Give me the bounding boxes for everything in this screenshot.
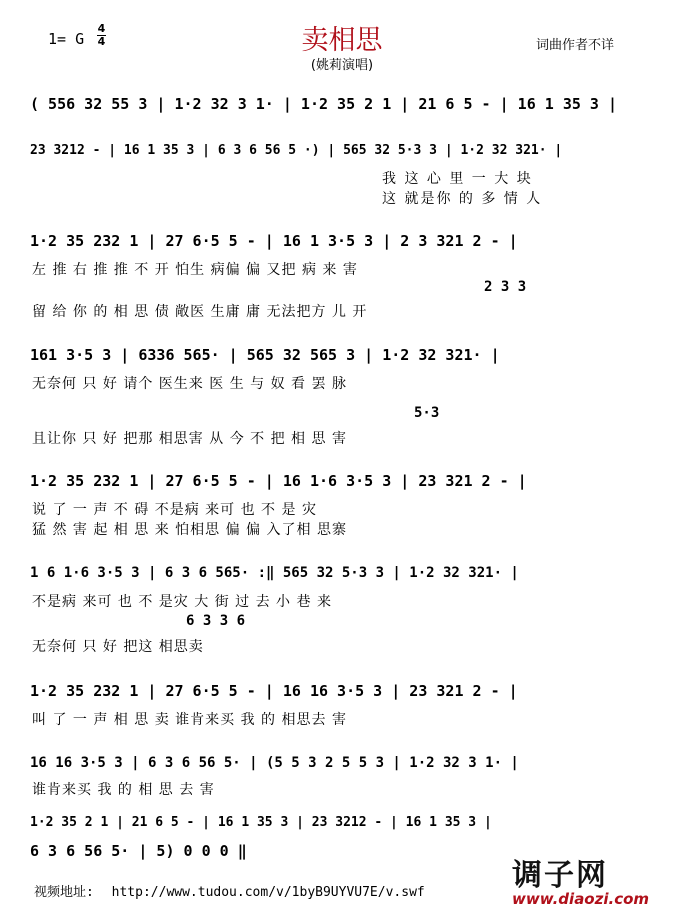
- lyric-line-3b: 留 给 你 的 相 思 债 敞医 生庸 庸 无法把方 儿 开: [32, 304, 368, 320]
- score-line-10: 6 3 6 56 5· | 5) 0 0 0 ‖: [30, 842, 247, 860]
- lyric-line-2a: 我 这 心 里 一 大 块: [382, 171, 533, 187]
- score-line-7: 1·2 35 232 1 | 27 6·5 5 - | 16 16 3·5 3 | 23 321 2 - |: [30, 682, 518, 700]
- lyric-line-5a: 说 了 一 声 不 碍 不是病 来可 也 不 是 灾: [32, 502, 317, 518]
- time-signature-bottom: 4: [97, 35, 106, 48]
- score-line-6: 1 6 1·6 3·5 3 | 6 3 6 565· :‖ 565 32 5·3 3 | 1·2 32 321· |: [30, 565, 519, 581]
- score-line-2: 23 3212 - | 16 1 35 3 | 6 3 6 56 5 ·) | 565 32 5·3 3 | 1·2 32 321· |: [30, 143, 563, 158]
- score-line-9: 1·2 35 2 1 | 21 6 5 - | 16 1 35 3 | 23 3212 - | 16 1 35 3 |: [30, 815, 492, 830]
- score-line-5: 1·2 35 232 1 | 27 6·5 5 - | 16 1·6 3·5 3 | 23 321 2 - |: [30, 472, 527, 490]
- lyric-line-5b: 猛 然 害 起 相 思 来 怕相思 偏 偏 入了相 思寨: [32, 522, 347, 538]
- lyric-line-6a: 不是病 来可 也 不 是灾 大 街 过 去 小 巷 来: [32, 594, 332, 610]
- video-label: 视频地址:: [34, 885, 94, 900]
- lyric-line-8a: 谁肯来买 我 的 相 思 去 害: [32, 782, 215, 798]
- lyric-line-2b: 这 就是你 的 多 情 人: [382, 191, 543, 207]
- score-line-4: 161 3·5 3 | 6336 565· | 565 32 565 3 | 1·2 32 321· |: [30, 346, 500, 364]
- video-address: [34, 881, 425, 900]
- score-line-1: ( 556 32 55 3 | 1·2 32 3 1· | 1·2 35 2 1 | 21 6 5 - | 16 1 35 3 |: [30, 95, 617, 113]
- alt-melody-3: 2 3 3: [484, 279, 527, 295]
- time-signature-top: 4: [97, 22, 106, 35]
- lyric-line-3a: 左 推 右 推 推 不 开 怕生 病偏 偏 又把 病 来 害: [32, 262, 358, 278]
- video-link[interactable]: http://www.tudou.com/v/1byB9UYVU7E/v.swf: [111, 885, 425, 900]
- watermark-url: www.diaozi.com: [512, 890, 650, 908]
- score-line-8: 16 16 3·5 3 | 6 3 6 56 5· | (5 5 3 2 5 5 3 | 1·2 32 3 1· |: [30, 755, 519, 771]
- alt-melody-6: 6 3 3 6: [186, 613, 246, 629]
- composer-credit: 词曲作者不详: [536, 38, 615, 53]
- song-title: 卖相思: [301, 25, 383, 56]
- lyric-line-7a: 叫 了 一 声 相 思 卖 谁肯来买 我 的 相思去 害: [32, 712, 347, 728]
- alt-melody-4: 5·3: [414, 405, 440, 421]
- lyric-line-4a: 无奈何 只 好 请个 医生来 医 生 与 奴 看 罢 脉: [32, 376, 347, 392]
- score-line-3: 1·2 35 232 1 | 27 6·5 5 - | 16 1 3·5 3 | 2 3 321 2 - |: [30, 232, 518, 250]
- lyric-line-6b: 无奈何 只 好 把这 相思卖: [32, 639, 204, 655]
- key-signature: 1= G: [48, 30, 85, 48]
- lyric-line-4b: 且让你 只 好 把那 相思害 从 今 不 把 相 思 害: [32, 431, 347, 447]
- performer-subtitle: (姚莉演唱): [310, 58, 374, 73]
- watermark-logo: 调子网: [512, 858, 608, 893]
